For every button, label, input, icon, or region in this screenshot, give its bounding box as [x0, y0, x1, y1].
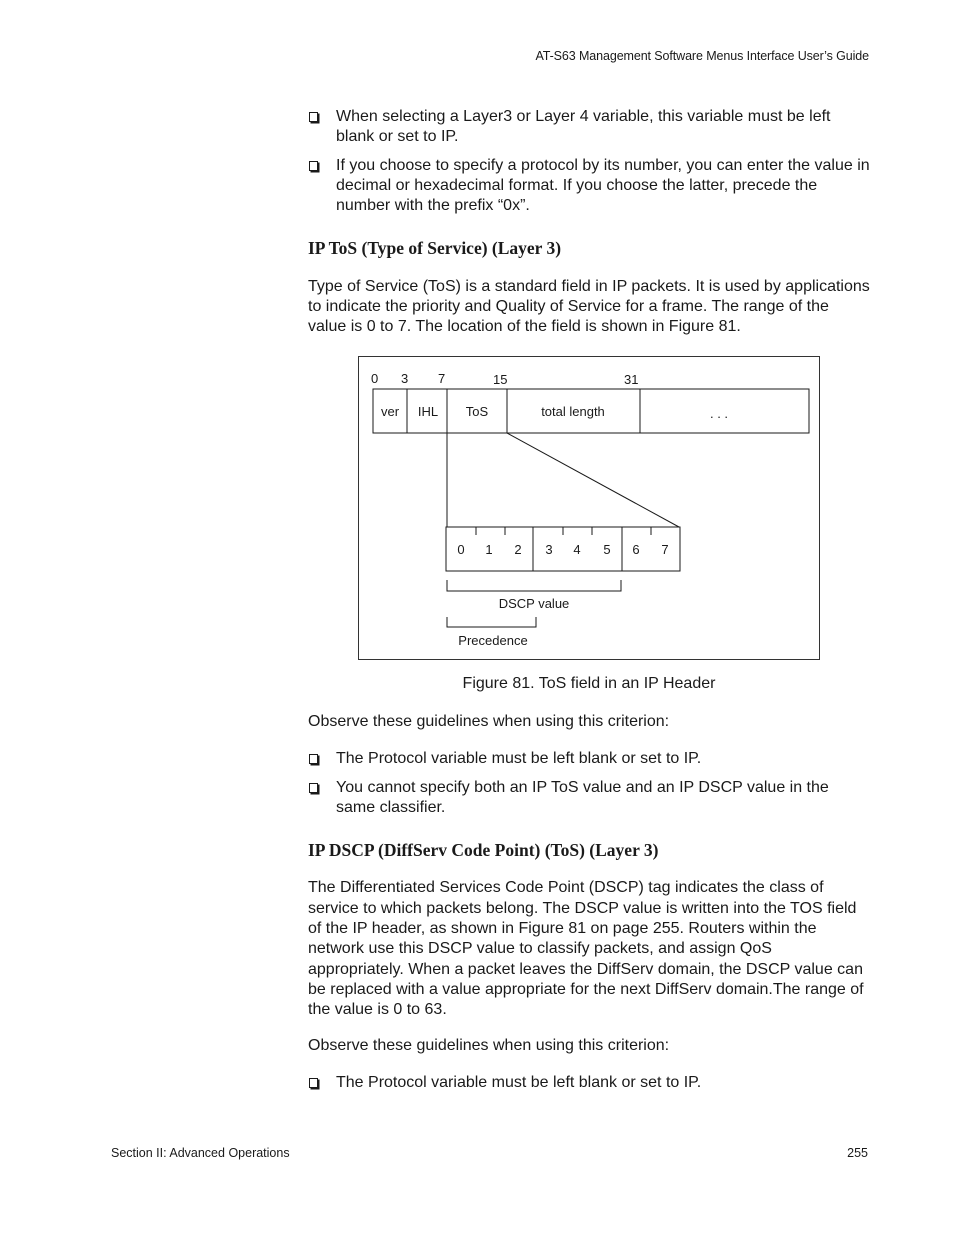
- dscp-bracket: [447, 580, 621, 591]
- checkbox-bullet-icon: [309, 783, 318, 793]
- list-item: [308, 778, 870, 819]
- field-ver: ver: [380, 403, 400, 419]
- tos-bit: 4: [573, 541, 581, 557]
- precedence-bracket: [447, 617, 536, 627]
- checkbox-bullet-icon: [309, 161, 318, 171]
- tos-bit: 6: [632, 541, 640, 557]
- bullet-text: The Protocol variable must be left blank or set to IP.: [336, 1073, 702, 1091]
- bullet-text: When selecting a Layer3 or Layer 4 variable, this variable must be left blank or set to IP.: [336, 108, 831, 146]
- bullet-text: The Protocol variable must be left blank or set to IP.: [336, 750, 702, 768]
- footer-section: Section II: Advanced Operations: [111, 1146, 290, 1160]
- list-item: [308, 156, 870, 217]
- bit-offset-label: 3: [401, 370, 409, 386]
- field-ellipsis: . . .: [709, 405, 729, 421]
- tos-bit: 7: [661, 541, 669, 557]
- bit-offset-label: 15: [493, 371, 508, 387]
- dscp-label: DSCP value: [498, 595, 570, 611]
- tos-bit: 0: [457, 541, 465, 557]
- field-total-length: total length: [541, 403, 605, 419]
- page-number: 255: [847, 1146, 868, 1160]
- precedence-label: Precedence: [458, 632, 528, 648]
- bullet-text: You cannot specify both an IP ToS value and an IP DSCP value in the same classifier.: [336, 778, 829, 816]
- tos-figure: [358, 356, 820, 660]
- paragraph-ip-tos: Type of Service (ToS) is a standard field in IP packets. It is used by applications to indicate the priority and Quality of Service for a frame. The range of the value is 0 to 7. The location of the field is shown in Figure 81.: [308, 277, 870, 336]
- running-header: AT-S63 Management Software Menus Interface User’s Guide: [535, 49, 869, 63]
- bit-offset-label: 31: [624, 371, 639, 387]
- checkbox-bullet-icon: [309, 1078, 318, 1088]
- checkbox-bullet-icon: [309, 112, 318, 122]
- zoom-line-right: [507, 433, 679, 527]
- guidelines-intro: Observe these guidelines when using this criterion:: [308, 1036, 670, 1054]
- bullet-text: If you choose to specify a protocol by its number, you can enter the value in decimal or hexadecimal format. If you choose the latter, precede the number with the prefix “0x”.: [336, 156, 870, 215]
- bit-offset-label: 0: [371, 370, 379, 386]
- section-heading-ip-tos: IP ToS (Type of Service) (Layer 3): [308, 238, 562, 259]
- tos-bit: 2: [514, 541, 522, 557]
- figure-caption: Figure 81. ToS field in an IP Header: [462, 674, 716, 692]
- page-content: [308, 107, 870, 1101]
- bit-offset-label: 7: [438, 370, 446, 386]
- field-ihl: IHL: [417, 403, 439, 419]
- field-tos: ToS: [465, 403, 489, 419]
- paragraph-ip-dscp: The Differentiated Services Code Point (DSCP) tag indicates the class of service to which packets belong. The DSCP value is written into the TOS field of the IP header, as shown in Figure 81 on page 255. Routers within the network use this DSCP value to classify packets, and assign QoS appropriately. When a packet leaves the DiffServ domain, the DSCP value can be replaced with a value appropriate for the next DiffServ domain.The range of the value is 0 to 63.: [308, 879, 864, 1019]
- list-item: [308, 107, 870, 148]
- section-heading-ip-dscp: IP DSCP (DiffServ Code Point) (ToS) (Layer 3): [308, 840, 659, 861]
- tos-bit: 1: [485, 541, 493, 557]
- guidelines-intro: Observe these guidelines when using this criterion:: [308, 712, 670, 730]
- tos-diagram: [359, 357, 821, 661]
- tos-bit: 3: [545, 541, 553, 557]
- checkbox-bullet-icon: [309, 754, 318, 764]
- list-item: [308, 1073, 870, 1093]
- tos-bit: 5: [603, 541, 611, 557]
- list-item: [308, 749, 870, 769]
